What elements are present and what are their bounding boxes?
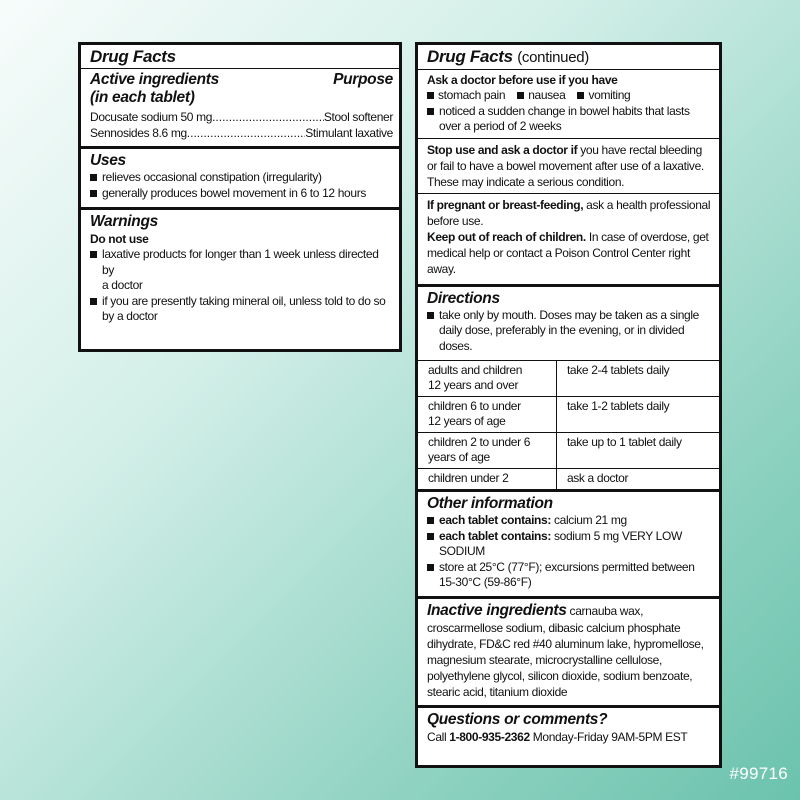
questions-section: Questions or comments? Call 1-800-935-2362 Monday-Friday 9AM-5PM EST: [418, 708, 719, 749]
active-ingredients-subheading: (in each tablet): [90, 89, 195, 106]
bullet-icon: [90, 174, 97, 181]
other-information-heading: Other information: [427, 495, 553, 512]
warnings-section: [81, 210, 399, 329]
other-information-section: [418, 492, 719, 599]
ingredient-purpose: Stool softener: [323, 110, 393, 124]
ingredient-row: [90, 125, 393, 141]
active-ingredients-section: [81, 45, 399, 149]
bullet-icon: [427, 517, 434, 524]
drug-facts-panel: [78, 42, 402, 352]
warnings-continued-section: [418, 45, 719, 287]
bullet-icon: [427, 92, 434, 99]
bullet-icon: [427, 533, 434, 540]
bullet-icon: [427, 108, 434, 115]
dosing-table: [418, 360, 719, 489]
inactive-ingredients-heading: Inactive ingredients: [427, 601, 567, 619]
drug-facts-title: Drug Facts: [90, 47, 176, 66]
ingredient-name: Docusate sodium 50 mg: [90, 110, 213, 124]
list-item: each tablet contains: calcium 21 mg: [427, 513, 713, 529]
uses-section: [81, 149, 399, 210]
ingredient-row: [90, 109, 393, 125]
directions-section: [418, 287, 719, 493]
directions-heading: Directions: [427, 289, 500, 307]
list-item: each tablet contains: sodium 5 mg VERY LOW SODIUM: [427, 529, 713, 560]
list-item: take only by mouth. Doses may be taken as a single daily dose, preferably in the evening, or in divided doses.: [427, 308, 713, 355]
bullet-icon: [427, 312, 434, 319]
bullet-icon: [90, 298, 97, 305]
pregnancy-text: If pregnant or breast-feeding, ask a health professional before use.: [427, 197, 711, 228]
continued-label: (continued): [517, 49, 589, 66]
drug-facts-title: Drug Facts: [427, 47, 513, 66]
table-row: adults and children 12 years and over take 2-4 tablets daily: [418, 361, 719, 397]
list-item: noticed a sudden change in bowel habits that lasts over a period of 2 weeks: [427, 104, 713, 135]
table-row: children 6 to under 12 years of age take 1-2 tablets daily: [418, 397, 719, 433]
active-ingredients-heading: Active ingredients: [90, 71, 219, 88]
list-item: generally produces bowel movement in 6 to 12 hours: [90, 186, 393, 202]
questions-heading: Questions or comments?: [427, 710, 608, 728]
stop-use-text: Stop use and ask a doctor if you have rectal bleeding or fail to have a bowel movement after use of a laxative. These may indicate a serious condition.: [427, 142, 704, 189]
table-row: children 2 to under 6 years of age take up to 1 tablet daily: [418, 433, 719, 469]
warnings-heading: Warnings: [90, 213, 158, 230]
keep-out-text: Keep out of reach of children. In case of overdose, get medical help or contact a Poison Control Center right away.: [427, 229, 709, 276]
bullet-icon: [90, 190, 97, 197]
list-item: if you are presently taking mineral oil, unless told to do so by a doctor: [90, 294, 393, 325]
bullet-icon: [517, 92, 524, 99]
purpose-heading: Purpose: [333, 71, 393, 88]
bullet-icon: [90, 251, 97, 258]
ask-doctor-heading: Ask a doctor before use if you have: [427, 73, 618, 87]
phone-number[interactable]: 1-800-935-2362: [449, 729, 530, 744]
drug-facts-continued-panel: [415, 42, 722, 768]
symptom-list: stomach pain nausea vomiting: [427, 88, 713, 104]
product-code: #99716: [729, 764, 788, 783]
list-item: store at 25°C (77°F); excursions permitted between 15-30°C (59-86°F): [427, 560, 713, 591]
bullet-icon: [577, 92, 584, 99]
list-item: laxative products for longer than 1 week unless directed by a doctor: [90, 247, 393, 294]
ingredient-name: Sennosides 8.6 mg: [90, 126, 187, 140]
inactive-ingredients-section: Inactive ingredients carnauba wax, croscarmellose sodium, dibasic calcium phosphate dihydrate, FD&C red #40 aluminum lake, hypromellose, magnesium stearate, microcrystalline cellulose, polyethylene glycol, silicon dioxide, sodium benzoate, stearic acid, titanium dioxide: [418, 599, 719, 708]
bullet-icon: [427, 564, 434, 571]
do-not-use-label: Do not use: [90, 232, 149, 246]
ingredient-purpose: Stimulant laxative: [305, 126, 393, 140]
list-item: relieves occasional constipation (irregularity): [90, 170, 393, 186]
table-row: children under 2 ask a doctor: [418, 469, 719, 490]
uses-heading: Uses: [90, 152, 126, 169]
